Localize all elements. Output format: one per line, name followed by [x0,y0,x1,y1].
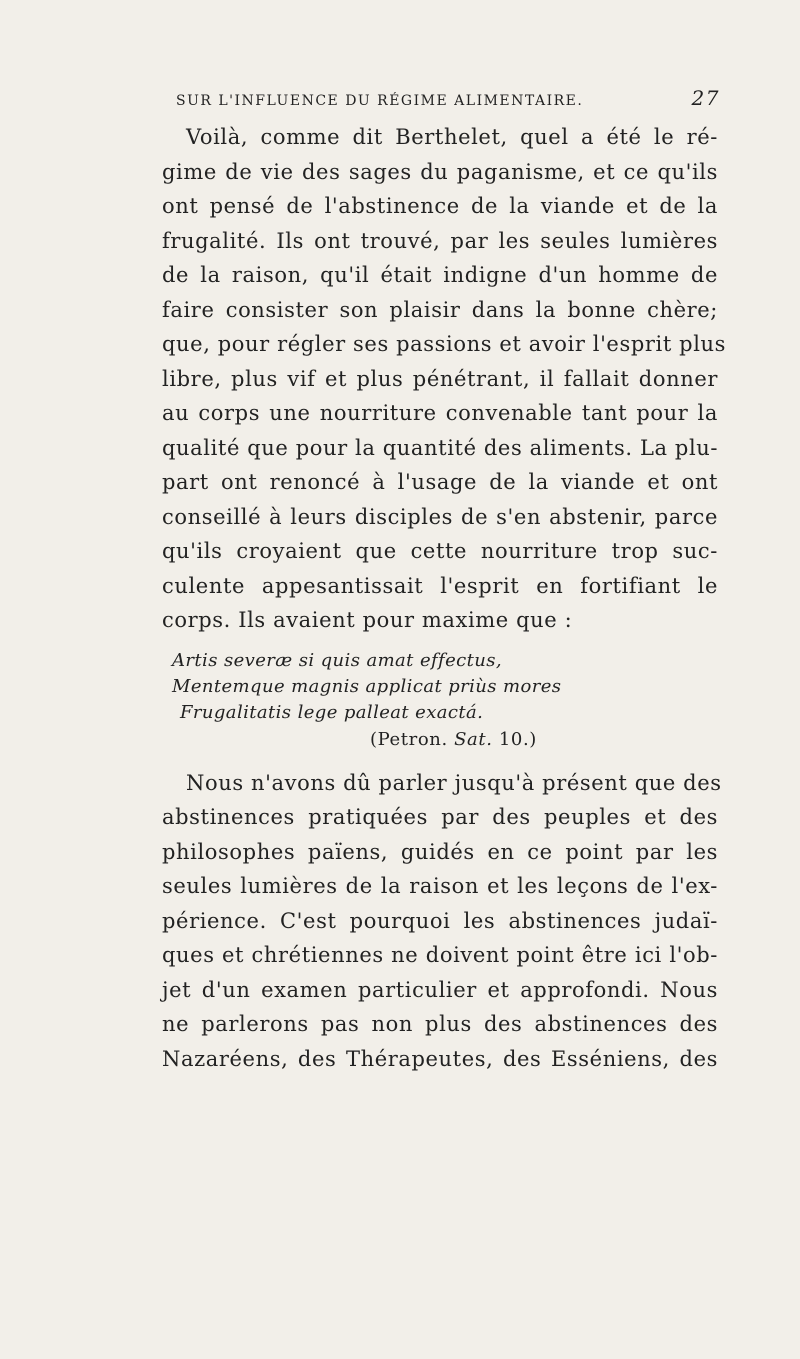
paragraph-2 [162,766,722,1077]
text-line: Nous n'avons dû parler jusqu'à présent que des [186,770,722,795]
latin-verse-quotation [172,648,718,726]
citation [162,726,718,754]
running-header [176,86,720,110]
verse-line: Artis severæ si quis amat effectus, [172,649,503,671]
text-line: de la raison, qu'il était indigne d'un homme de [162,263,718,287]
text-line: qualité que pour la quantité des aliments. La plu- [162,435,719,460]
page-body [162,120,727,1076]
text-line: ne parlerons pas non plus des abstinences des [162,1012,718,1036]
page-number: 27 [691,86,720,110]
text-line: périence. C'est pourquoi les abstinences judaï- [162,908,718,933]
text-line: que, pour régler ses passions et avoir l'esprit plus [162,332,727,356]
text-line: seules lumières de la raison et les leçons de l'ex- [162,874,718,898]
running-title: SUR L'INFLUENCE DU RÉGIME ALIMENTAIRE. [176,93,584,109]
verse-line: Frugalitatis lege palleat exactá. [180,701,484,723]
text-line: ques et chrétiennes ne doivent point être ici l'ob- [162,943,718,967]
text-line: culente appesantissait l'esprit en fortifiant le [162,573,718,598]
text-line: frugalité. Ils ont trouvé, par les seules lumières [162,228,718,253]
text-line: corps. Ils avaient pour maxime que : [162,608,573,632]
text-line: part ont renoncé à l'usage de la viande et ont [162,470,718,494]
citation-suffix: 10.) [498,728,537,750]
text-line: Nazaréens, des Thérapeutes, des Esséniens, des [162,1046,718,1071]
text-line: au corps une nourriture convenable tant pour la [162,401,718,425]
text-line: gime de vie des sages du paganisme, et ce qu'ils [162,159,718,184]
text-line: conseillé à leurs disciples de s'en abstenir, parce [162,504,718,529]
text-line: ont pensé de l'abstinence de la viande et de la [162,194,718,218]
text-line: abstinences pratiquées par des peuples et des [162,805,718,829]
text-line: philosophes païens, guidés en ce point par les [162,839,718,864]
citation-work: Sat. [454,728,493,750]
text-line: libre, plus vif et plus pénétrant, il fallait donner [162,366,718,391]
verse-line: Mentemque magnis applicat priùs mores [172,675,562,697]
text-line: qu'ils croyaient que cette nourriture trop suc- [162,539,718,563]
text-line: jet d'un examen particulier et approfondi. Nous [162,977,718,1002]
citation-prefix: (Petron. [370,728,448,750]
text-line: faire consister son plaisir dans la bonne chère; [162,297,718,322]
paragraph-1 [162,120,727,638]
text-line: Voilà, comme dit Berthelet, quel a été le ré- [186,125,718,149]
